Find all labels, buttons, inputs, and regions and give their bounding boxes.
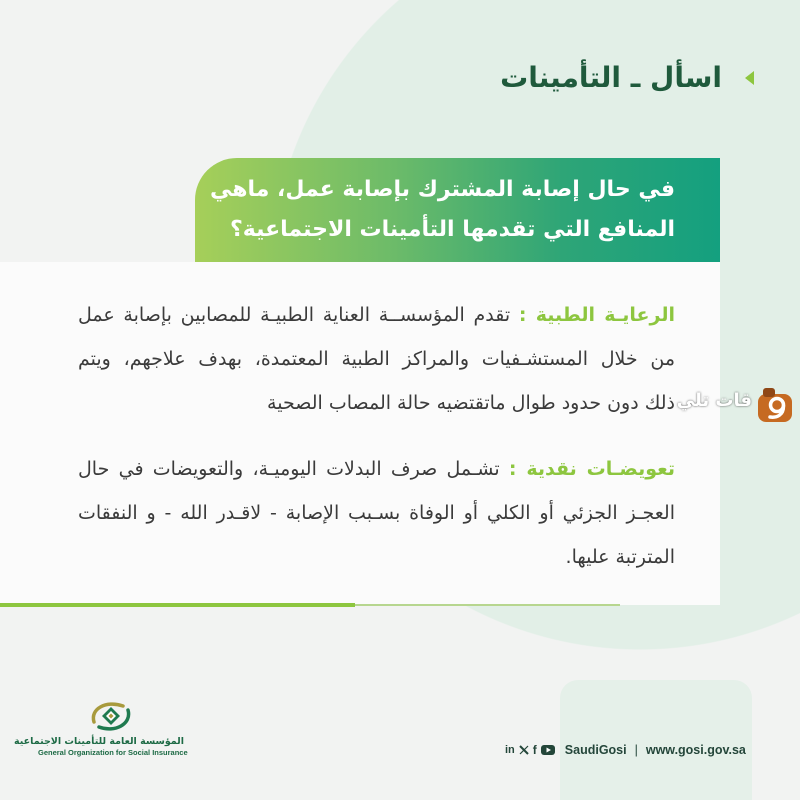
website-url: www.gosi.gov.sa [645, 743, 746, 757]
divider-accent [0, 603, 355, 607]
facebook-icon: f [532, 743, 537, 757]
gosi-emblem-icon [86, 698, 136, 734]
watermark-camera-logo-icon [755, 384, 795, 426]
answers-list [78, 293, 675, 579]
answer-line [78, 293, 675, 337]
answer-label: الرعايـة الطبية : [518, 304, 675, 326]
logo-name-arabic: المؤسسة العامة للتأمينات الاجتماعية [14, 736, 184, 747]
social-handle: SaudiGosi [564, 743, 627, 757]
gosi-logo [14, 698, 188, 758]
answer-line: المترتبة عليها. [565, 546, 675, 568]
logo-name-english: General Organization for Social Insurance [38, 748, 188, 757]
divider-thin [355, 604, 620, 606]
answer-text: تقدم المؤسســة العناية الطبيـة للمصابين بإصابة عمل [78, 304, 511, 326]
triangle-left-icon [745, 71, 754, 85]
answer-cash-compensation [78, 447, 675, 579]
footer-decor-panel [560, 680, 752, 800]
linkedin-icon: in [505, 744, 515, 756]
answer-line: العجـز الجزئي أو الكلي أو الوفاة بسـبب الإصابة - لاقـدر الله - و النفقات [78, 502, 675, 524]
page-title: اسأل ـ التأمينات [500, 61, 722, 94]
x-icon [519, 745, 529, 755]
youtube-icon [541, 745, 555, 755]
answer-medical-care [78, 293, 675, 425]
answer-card [0, 262, 720, 605]
question-banner [195, 158, 720, 262]
question-line: في حال إصابة المشترك بإصابة عمل، ماهي [209, 177, 675, 202]
footer-contact [505, 741, 746, 759]
answer-line: ذلك دون حدود طوال ماتقتضيه حالة المصاب الصحية [267, 392, 675, 414]
footer-separator: | [634, 743, 638, 757]
answer-line [78, 447, 675, 491]
question-line: المنافع التي تقدمها التأمينات الاجتماعية؟ [230, 217, 675, 242]
watermark-text: قات تلي [676, 390, 752, 411]
answer-text: تشـمل صرف البدلات اليوميـة، والتعويضات في حال [78, 458, 500, 480]
answer-line: من خلال المستشـفيات والمراكز الطبية المعتمدة، بهدف علاجهم، ويتم [78, 348, 675, 370]
answer-label: تعويضـات نقدية : [508, 458, 675, 480]
question-text [210, 170, 675, 250]
